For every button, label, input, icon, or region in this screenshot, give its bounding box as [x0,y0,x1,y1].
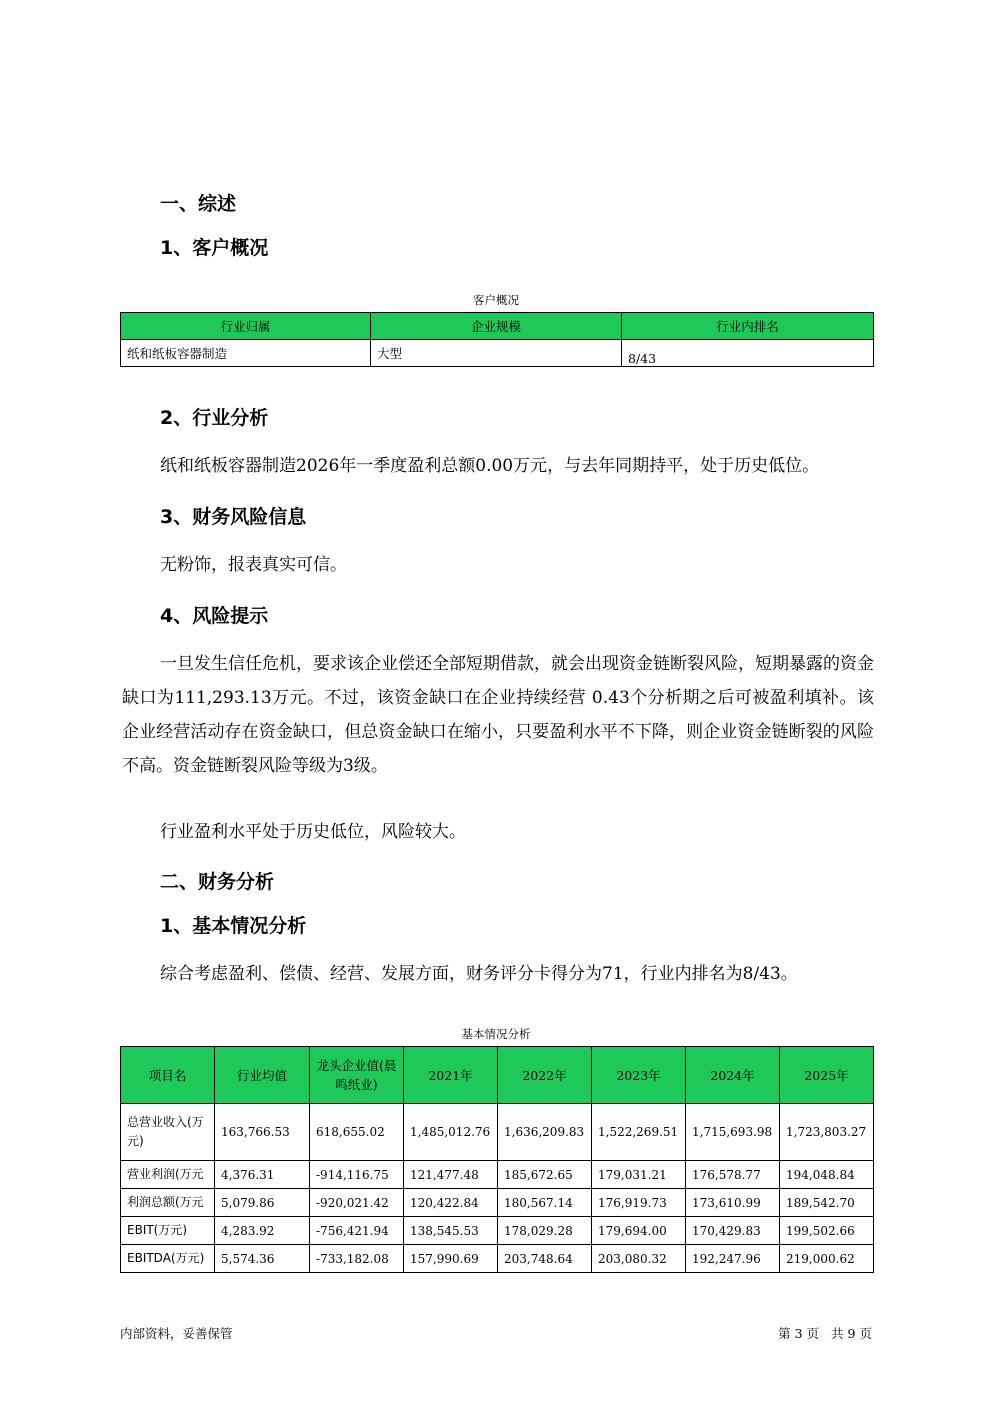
table-header-cell: 行业内排名 [622,313,874,340]
table-header-cell: 行业归属 [121,313,371,340]
value-cell: -756,421.94 [310,1217,404,1245]
row-label-cell: 总营业收入(万元) [121,1104,215,1161]
total-page-number: 9 [847,1326,856,1341]
value-cell: 199,502.66 [780,1217,874,1245]
footer-page-number [778,1324,872,1342]
table-header-cell: 2022年 [498,1047,592,1104]
risk-warning-paragraph: 一旦发生信任危机，要求该企业偿还全部短期借款，就会出现资金链断裂风险，短期暴露的资金缺口为111,293.13万元。不过，该资金缺口在企业持续经营 0.43个分析期之后可被盈利填补。该企业经营活动存在资金缺口，但总资金缺口在缩小，只要盈利水平不下降，则企业资金链断裂的风险不高。资金链断裂风险等级为3级。 [122,654,874,776]
table-header-cell: 2024年 [686,1047,780,1104]
value-cell: 176,578.77 [686,1161,780,1189]
value-cell: 163,766.53 [215,1104,310,1161]
industry-profit-risk-text: 行业盈利水平处于历史低位，风险较大。 [160,822,466,842]
value-cell: 180,567.14 [498,1189,592,1217]
client-overview-table [120,312,874,367]
table-header-cell: 2023年 [592,1047,686,1104]
table-header-cell: 行业均值 [215,1047,310,1104]
table-row [121,1104,874,1161]
value-cell: 194,048.84 [780,1161,874,1189]
value-cell: 1,636,209.83 [498,1104,592,1161]
table-row [121,1161,874,1189]
financial-risk-text: 无粉饰，报表真实可信。 [160,555,347,575]
section-title-financial-analysis: 二、财务分析 [160,871,275,893]
scale-cell: 大型 [371,340,622,367]
value-cell: 120,422.84 [404,1189,498,1217]
value-cell: 121,477.48 [404,1161,498,1189]
value-cell: -914,116.75 [310,1161,404,1189]
value-cell: 203,080.32 [592,1245,686,1273]
table-row [121,1217,874,1245]
value-cell: 173,610.99 [686,1189,780,1217]
basic-analysis-text: 综合考虑盈利、偿债、经营、发展方面，财务评分卡得分为71，行业内排名为8/43。 [160,964,798,984]
table-header-cell: 2025年 [780,1047,874,1104]
current-page-number: 3 [794,1326,803,1341]
client-table-header-row [121,313,874,340]
section-title-overview: 一、综述 [160,193,237,215]
ranking-cell: 8/43 [622,340,874,367]
value-cell: 5,079.86 [215,1189,310,1217]
industry-analysis-text: 纸和纸板容器制造2026年一季度盈利总额0.00万元，与去年同期持平，处于历史低位。 [160,456,820,476]
table-header-cell: 2021年 [404,1047,498,1104]
value-cell: 1,522,269.51 [592,1104,686,1161]
heading-financial-risk: 3、财务风险信息 [160,506,307,528]
value-cell: 170,429.83 [686,1217,780,1245]
table-header-cell: 企业规模 [371,313,622,340]
table-row [121,1189,874,1217]
value-cell: 179,694.00 [592,1217,686,1245]
value-cell: 178,029.28 [498,1217,592,1245]
value-cell: 185,672.65 [498,1161,592,1189]
value-cell: 138,545.53 [404,1217,498,1245]
value-cell: 219,000.62 [780,1245,874,1273]
value-cell: 203,748.64 [498,1245,592,1273]
value-cell: 192,247.96 [686,1245,780,1273]
row-label-cell: 利润总额(万元 [121,1189,215,1217]
value-cell: -733,182.08 [310,1245,404,1273]
value-cell: 618,655.02 [310,1104,404,1161]
client-table-caption: 客户概况 [473,293,519,307]
value-cell: 189,542.70 [780,1189,874,1217]
heading-industry-analysis: 2、行业分析 [160,407,269,429]
industry-cell: 纸和纸板容器制造 [121,340,371,367]
value-cell: 179,031.21 [592,1161,686,1189]
row-label-cell: EBITDA(万元) [121,1245,215,1273]
heading-basic-analysis: 1、基本情况分析 [160,915,307,937]
basic-table-caption: 基本情况分析 [461,1027,531,1041]
total-unit: 页 [859,1326,872,1341]
page-unit: 页 [806,1326,820,1341]
value-cell: 176,919.73 [592,1189,686,1217]
value-cell: 1,723,803.27 [780,1104,874,1161]
total-label: 共 [831,1326,844,1341]
value-cell: 157,990.69 [404,1245,498,1273]
value-cell: 4,283.92 [215,1217,310,1245]
row-label-cell: 营业利润(万元 [121,1161,215,1189]
table-row [121,340,874,367]
heading-client-overview: 1、客户概况 [160,237,269,259]
value-cell: 4,376.31 [215,1161,310,1189]
value-cell: 1,485,012.76 [404,1104,498,1161]
row-label-cell: EBIT(万元) [121,1217,215,1245]
value-cell: -920,021.42 [310,1189,404,1217]
footer-confidential-note: 内部资料，妥善保管 [120,1326,233,1341]
basic-table-header-row [121,1047,874,1104]
table-header-cell: 项目名 [121,1047,215,1104]
table-row [121,1245,874,1273]
page-label: 第 [778,1326,791,1341]
basic-analysis-table [120,1046,874,1273]
heading-risk-warning: 4、风险提示 [160,605,269,627]
value-cell: 5,574.36 [215,1245,310,1273]
value-cell: 1,715,693.98 [686,1104,780,1161]
table-header-cell: 龙头企业值(晨鸣纸业) [310,1047,404,1104]
